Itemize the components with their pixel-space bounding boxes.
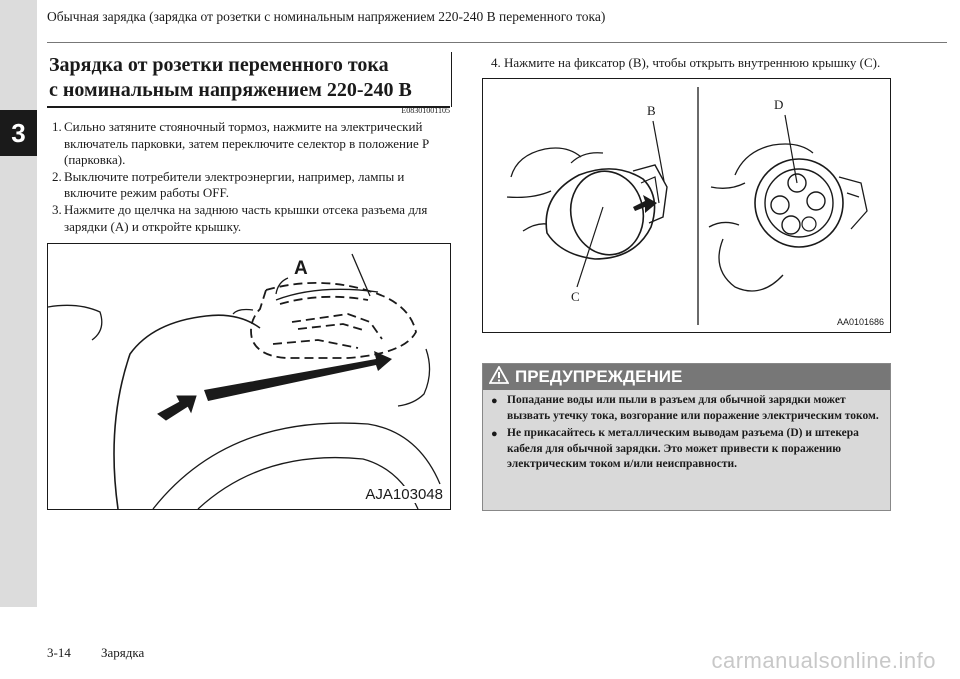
warning-title: ПРЕДУПРЕЖДЕНИЕ [515,367,683,386]
step-number: 2. [52,168,62,184]
step-item [52,119,452,169]
watermark[interactable]: carmanualsonline.info [711,648,936,673]
section-title [47,53,450,108]
section-code: E08301001105 [401,106,450,115]
page-number: 3-14 [47,645,71,660]
step-number: 1. [52,119,62,134]
callout-label-a: A [294,258,308,279]
step-text: Выключите потребители электроэнергии, например, лампы и включите режим работы OFF. [64,168,405,201]
step-item [52,202,452,235]
warning-triangle-icon [489,366,509,389]
step-item [52,169,452,202]
step-number: 3. [52,201,62,217]
bullet-icon: ● [491,428,498,440]
step-text: Нажмите до щелчка на заднюю часть крышки отсека разъема для зарядки (A) и откройте крышку. [64,201,428,234]
warning-box [482,363,891,511]
warning-list [483,390,890,473]
step-text: Сильно затяните стояночный тормоз, нажмите на электрический включатель парковки, затем переключите селектор в положение P (парковка). [64,119,429,168]
warning-item [491,393,882,424]
figure-code: AA0101686 [836,317,884,327]
warning-header [483,364,890,390]
running-header: Обычная зарядка (зарядка от розетки с номинальным напряжением 220-240 В переменного тока) [47,9,606,24]
chapter-tab[interactable]: 3 [0,110,37,156]
charging-lid-illustration [48,244,450,509]
figure-charging-lid [47,243,451,510]
callout-label-b: B [647,103,656,118]
section-title-line1: Зарядка от розетки переменного тока [49,54,389,76]
inner-cover-illustration [483,79,890,332]
footer-section-name: Зарядка [101,645,145,660]
step-4-text: 4. Нажмите на фиксатор (B), чтобы открыть внутреннюю крышку (C). [491,55,881,70]
header-divider [47,42,947,43]
warning-item-text: Не прикасайтесь к металлическим выводам разъема (D) и штекера кабеля для обычной зарядки. Это может привести к поражению электрическим током и/или неисправности. [507,427,859,470]
callout-label-c: C [571,289,580,304]
section-title-line2: с номинальным напряжением 220-240 В [49,79,412,101]
side-tab-strip [0,0,37,607]
bullet-icon: ● [491,395,498,407]
steps-list [52,119,452,235]
figure-inner-cover [482,78,891,333]
warning-item [491,426,882,473]
callout-label-d: D [774,97,784,112]
warning-item-text: Попадание воды или пыли в разъем для обычной зарядки может вызвать утечку тока, возгорание или поражение электрическим током. [507,394,879,422]
figure-code: AJA103048 [365,486,443,503]
